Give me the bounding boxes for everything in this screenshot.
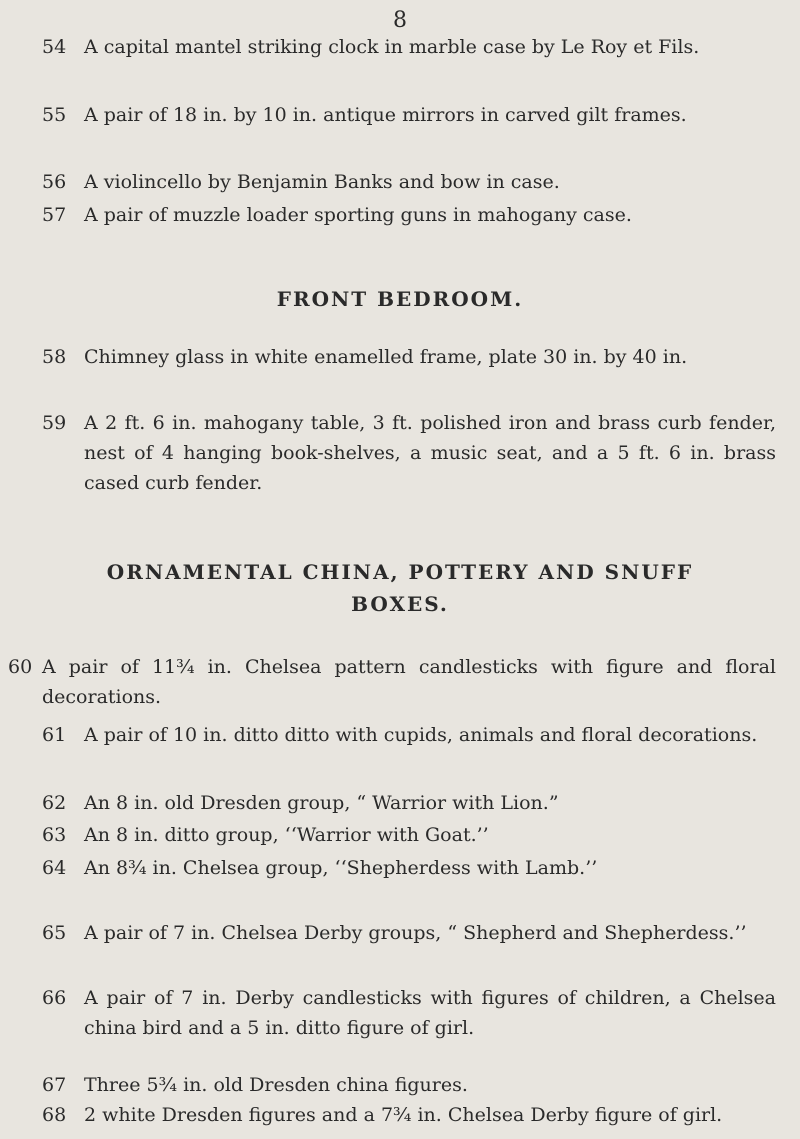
lot-number: 56 — [42, 171, 67, 193]
lot-54 — [0, 32, 800, 92]
lot-68 — [0, 1100, 800, 1130]
lot-number: 59 — [42, 412, 67, 434]
lot-59 — [0, 408, 800, 528]
lot-number: 68 — [42, 1104, 67, 1126]
lot-number: 63 — [42, 824, 67, 846]
lot-description: A pair of 7 in. Derby candlesticks with figures of children, a Chelsea china bird and a 5 in. ditto figure of girl. — [84, 987, 776, 1039]
lot-64 — [0, 853, 800, 913]
lot-number: 67 — [42, 1074, 67, 1096]
section-heading-china-cont: BOXES. — [351, 592, 449, 616]
lot-number: 54 — [42, 36, 67, 58]
lot-description: A pair of 7 in. Chelsea Derby groups, “ Shepherd and Shepherdess.’’ — [84, 922, 747, 944]
lot-description: An 8 in. old Dresden group, “ Warrior with Lion.” — [84, 792, 559, 814]
lot-number: 60 — [8, 656, 33, 678]
lot-description: 2 white Dresden figures and a 7¾ in. Chelsea Derby figure of girl. — [84, 1104, 723, 1126]
lot-description: A capital mantel striking clock in marble case by Le Roy et Fils. — [84, 36, 700, 58]
lot-63 — [0, 820, 800, 850]
lot-description: A pair of muzzle loader sporting guns in mahogany case. — [84, 204, 632, 226]
lot-description: A 2 ft. 6 in. mahogany table, 3 ft. polished iron and brass curb fender, nest of 4 hanging book-shelves, a music seat, and a 5 ft. 6 in. brass cased curb fender. — [84, 412, 776, 494]
page-number: 8 — [393, 8, 407, 33]
lot-description: An 8 in. ditto group, ‘‘Warrior with Goat.’’ — [84, 824, 489, 846]
lot-60 — [0, 652, 800, 712]
lot-description: A violincello by Benjamin Banks and bow in case. — [84, 171, 560, 193]
section-heading-front-bedroom: FRONT BEDROOM. — [276, 287, 524, 311]
lot-description: A pair of 18 in. by 10 in. antique mirrors in carved gilt frames. — [84, 104, 687, 126]
lot-61 — [0, 720, 800, 780]
lot-number: 62 — [42, 792, 67, 814]
lot-67 — [0, 1070, 800, 1100]
lot-description: A pair of 11¾ in. Chelsea pattern candlesticks with figure and floral decorations. — [42, 656, 776, 708]
lot-number: 65 — [42, 922, 67, 944]
lot-description: A pair of 10 in. ditto ditto with cupids, animals and floral decorations. — [84, 724, 758, 746]
lot-number: 64 — [42, 857, 67, 879]
lot-62 — [0, 788, 800, 818]
lot-66 — [0, 983, 800, 1073]
lot-number: 58 — [42, 346, 67, 368]
lot-number: 61 — [42, 724, 67, 746]
lot-58 — [0, 342, 800, 402]
lot-55 — [0, 100, 800, 160]
lot-description: Chimney glass in white enamelled frame, plate 30 in. by 40 in. — [84, 346, 688, 368]
lot-description: Three 5¾ in. old Dresden china figures. — [84, 1074, 468, 1096]
lot-57 — [0, 200, 800, 260]
lot-number: 66 — [42, 987, 67, 1009]
lot-number: 55 — [42, 104, 67, 126]
lot-65 — [0, 918, 800, 978]
section-heading-china: ORNAMENTAL CHINA, POTTERY AND SNUFF — [106, 560, 694, 584]
lot-56 — [0, 167, 800, 197]
lot-description: An 8¾ in. Chelsea group, ‘‘Shepherdess with Lamb.’’ — [84, 857, 598, 879]
lot-number: 57 — [42, 204, 67, 226]
